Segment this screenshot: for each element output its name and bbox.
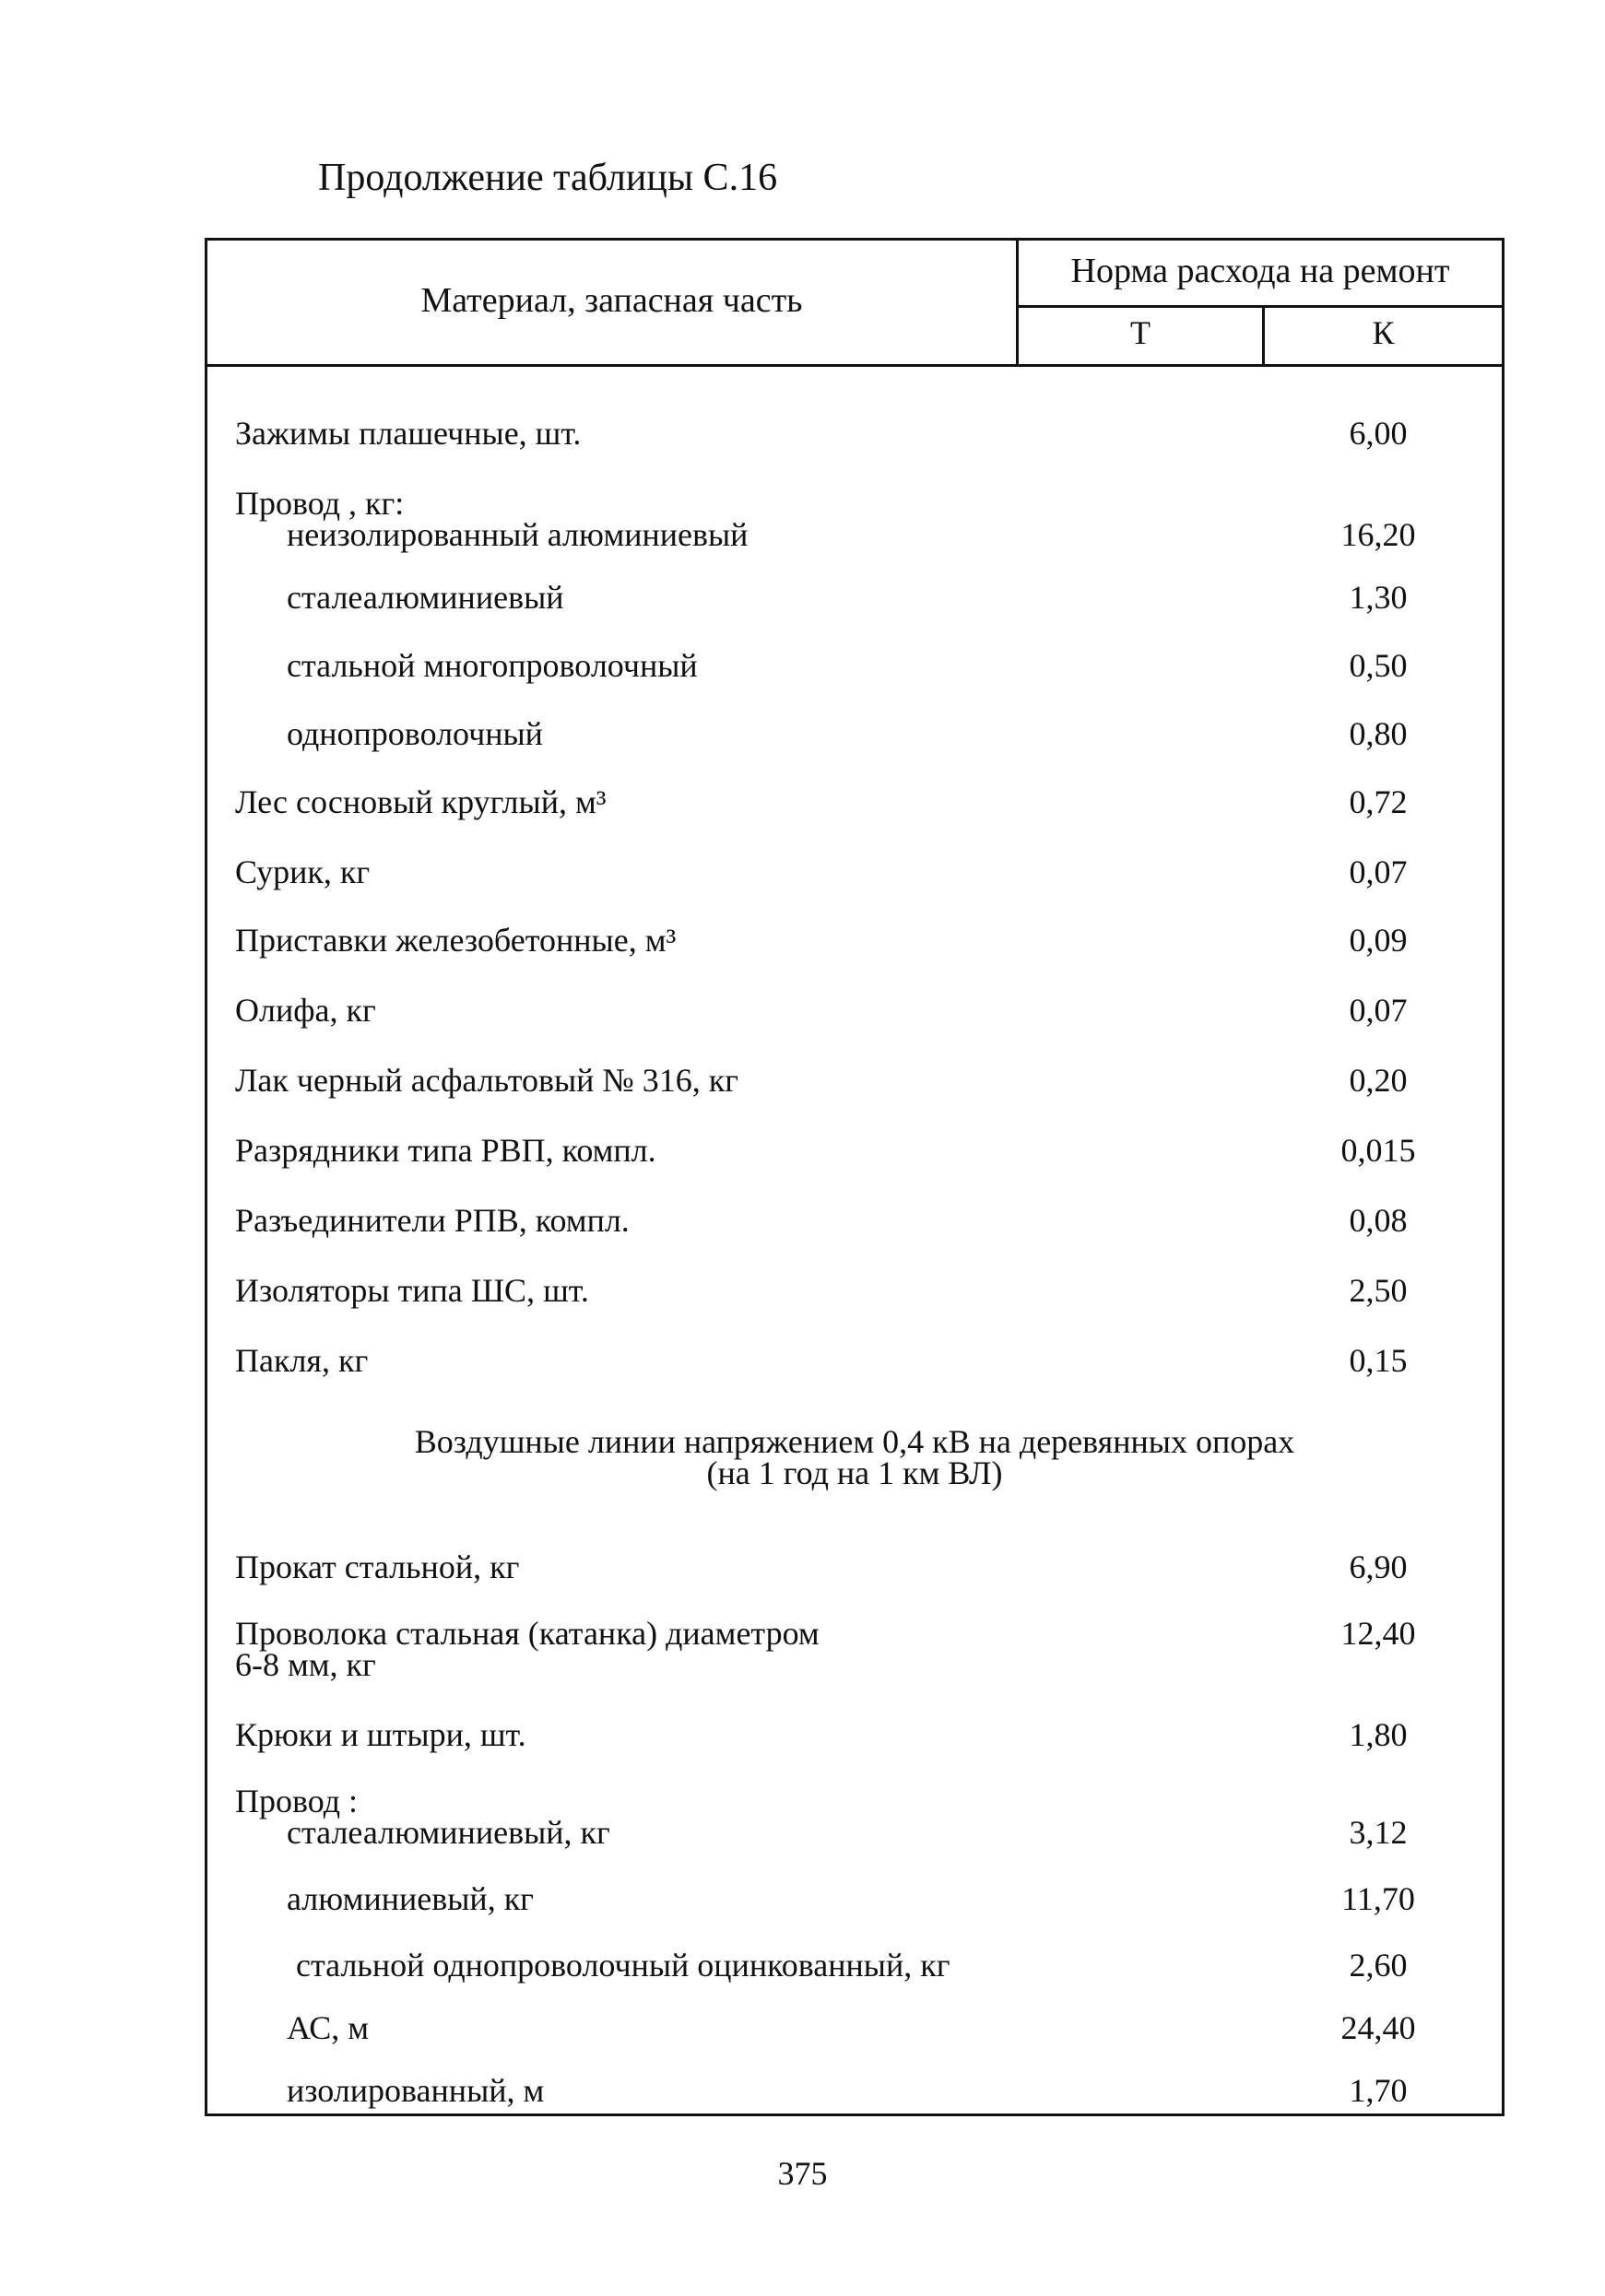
row-value: 16,20 <box>1340 516 1416 553</box>
row-value: 1,30 <box>1349 579 1408 616</box>
row-name: Проволока стальная (катанка) диаметром <box>235 1615 820 1652</box>
row-value: 2,50 <box>1349 1272 1408 1309</box>
row-value: 1,70 <box>1349 2072 1408 2109</box>
row-value: 0,50 <box>1349 647 1408 684</box>
row-value: 0,07 <box>1349 854 1408 890</box>
row-name: Прокат стальной, кг <box>235 1548 520 1585</box>
row-name: стальной однопроволочный оцинкованный, кг <box>296 1947 950 1984</box>
header-material: Материал, запасная часть <box>420 281 803 320</box>
header-subdivider <box>1016 305 1502 308</box>
row-value: 6,00 <box>1349 415 1408 452</box>
row-group-label: Провод , кг: <box>235 485 405 522</box>
row-value: 2,60 <box>1349 1947 1408 1984</box>
header-divider <box>207 364 1502 367</box>
row-name: Пакля, кг <box>235 1342 369 1379</box>
row-name: Крюки и штыри, шт. <box>235 1716 526 1753</box>
row-value: 0,80 <box>1349 715 1408 752</box>
section-title <box>207 1423 1502 1491</box>
row-name: стальной многопроволочный <box>287 647 698 684</box>
row-value: 24,40 <box>1340 2009 1416 2046</box>
row-name: АС, м <box>287 2009 369 2046</box>
row-value: 12,40 <box>1340 1615 1416 1652</box>
row-name: Лак черный асфальтовый № 316, кг <box>235 1062 739 1099</box>
row-name: Разъединители РПВ, компл. <box>235 1202 630 1239</box>
row-name: сталеалюминиевый <box>287 579 564 616</box>
row-value: 0,07 <box>1349 992 1408 1029</box>
row-name-continued: 6-8 мм, кг <box>235 1646 376 1683</box>
row-name: Приставки железобетонные, м³ <box>235 922 677 959</box>
row-value: 3,12 <box>1349 1814 1408 1851</box>
header-k: К <box>1372 314 1395 351</box>
row-value: 6,90 <box>1349 1548 1408 1585</box>
row-value: 0,72 <box>1349 783 1408 820</box>
page-number: 375 <box>777 2155 828 2192</box>
section-title-line1: Воздушные линии напряжением 0,4 кВ на деревянных опорах <box>414 1423 1295 1460</box>
header-norm: Норма расхода на ремонт <box>1070 252 1450 290</box>
row-name: Разрядники типа РВП, компл. <box>235 1132 656 1169</box>
table-caption: Продолжение таблицы С.16 <box>318 157 778 199</box>
row-name: однопроволочный <box>287 715 543 752</box>
row-name: Зажимы плашечные, шт. <box>235 415 582 452</box>
row-value: 11,70 <box>1341 1880 1415 1917</box>
row-value: 0,20 <box>1349 1062 1408 1099</box>
row-name: изолированный, м <box>287 2072 545 2109</box>
row-group-label: Провод : <box>235 1783 359 1819</box>
row-name: Лес сосновый круглый, м³ <box>235 783 607 820</box>
row-value: 0,09 <box>1349 922 1408 959</box>
row-name: сталеалюминиевый, кг <box>287 1814 610 1851</box>
row-name: алюминиевый, кг <box>287 1880 534 1917</box>
row-name: Изоляторы типа ШС, шт. <box>235 1272 589 1309</box>
row-value: 0,08 <box>1349 1202 1408 1239</box>
row-value: 0,15 <box>1349 1342 1408 1379</box>
row-value: 1,80 <box>1349 1716 1408 1753</box>
row-name: неизолированный алюминиевый <box>287 516 749 553</box>
materials-table <box>205 238 1505 2116</box>
header-t: Т <box>1130 314 1151 351</box>
row-value: 0,015 <box>1340 1132 1416 1169</box>
section-title-line2: (на 1 год на 1 км ВЛ) <box>706 1454 1003 1491</box>
row-name: Олифа, кг <box>235 992 376 1029</box>
row-name: Сурик, кг <box>235 854 371 890</box>
